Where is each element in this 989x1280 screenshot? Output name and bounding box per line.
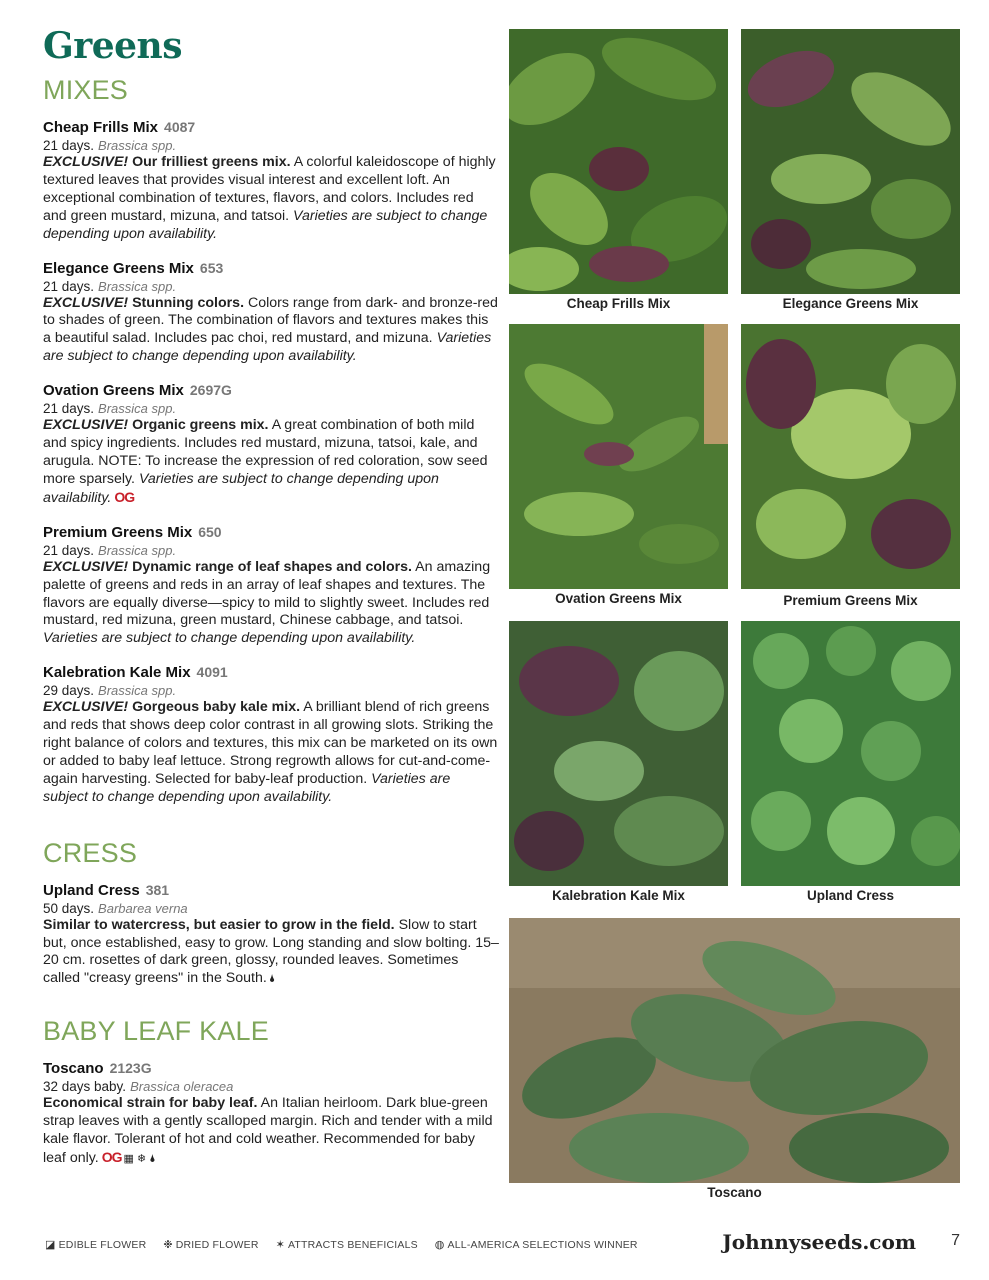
- latin-name: Brassica spp.: [98, 683, 177, 699]
- photo-toscano: [509, 918, 960, 1183]
- lead-text: Our frilliest greens mix.: [132, 154, 291, 170]
- exclusive-label: EXCLUSIVE!: [43, 699, 129, 716]
- caption-upland-cress: Upland Cress: [806, 888, 895, 903]
- section-heading-mixes: MIXES: [43, 75, 129, 105]
- product-name: Ovation Greens Mix: [43, 382, 184, 400]
- lead-text: Organic greens mix.: [132, 417, 269, 434]
- latin-name: Brassica spp.: [98, 542, 177, 558]
- exclusive-label: EXCLUSIVE!: [43, 558, 129, 575]
- product-code: 4087: [164, 119, 196, 135]
- days-to-maturity: 32 days baby.: [43, 1079, 127, 1095]
- exclusive-label: EXCLUSIVE!: [43, 154, 129, 170]
- lead-text: Gorgeous baby kale mix.: [132, 699, 301, 716]
- latin-name: Brassica spp.: [98, 138, 177, 153]
- product-description: [43, 559, 499, 649]
- caption-premium-greens-mix: Premium Greens Mix: [783, 593, 918, 608]
- product-elegance-greens-mix: [43, 259, 499, 367]
- latin-name: Brassica oleracea: [130, 1079, 234, 1095]
- product-cheap-frills-mix: [43, 118, 499, 244]
- latin-name: Brassica spp.: [98, 401, 177, 417]
- photo-kalebration-kale-mix: [509, 621, 728, 886]
- product-name: Kalebration Kale Mix: [43, 664, 191, 682]
- product-description: [43, 154, 499, 244]
- organic-badge-icon: OG: [101, 1149, 122, 1165]
- product-code: 650: [198, 523, 222, 540]
- product-name: Elegance Greens Mix: [43, 259, 194, 277]
- product-code: 2123G: [109, 1060, 152, 1077]
- product-code: 2697G: [189, 382, 232, 399]
- product-description: [43, 917, 499, 990]
- product-premium-greens-mix: [43, 523, 499, 649]
- days-to-maturity: 29 days.: [43, 683, 95, 699]
- legend-attracts-beneficials: ✶ ATTRACTS BENEFICIALS: [275, 1239, 418, 1251]
- section-heading-baby-leaf-kale: BABY LEAF KALE: [43, 1016, 269, 1047]
- product-ovation-greens-mix: [43, 381, 499, 508]
- product-kalebration-kale-mix: [43, 663, 499, 806]
- section-heading-cress: CRESS: [43, 837, 138, 868]
- product-name: Cheap Frills Mix: [43, 119, 159, 136]
- lead-text: Stunning colors.: [132, 294, 245, 311]
- photo-ovation-greens-mix: [509, 324, 728, 589]
- product-code: 4091: [196, 664, 228, 681]
- availability-note: Varieties are subject to change depending upon availability.: [43, 330, 492, 365]
- aas-winner-icon: ◍: [434, 1239, 445, 1251]
- caption-kalebration-kale-mix: Kalebration Kale Mix: [552, 888, 685, 903]
- body-text: A brilliant blend of rich greens and reds that shows deep color contrast in all growing slots. Striking the right balance of colors and textures, this mix can be marketed on its own or added to baby leaf lettuce. Strong regrowth allows for cut-and-come-again harvesting. Selected for baby-leaf production.: [43, 699, 498, 787]
- text-column: [43, 26, 499, 1184]
- product-code: 653: [199, 259, 224, 276]
- product-upland-cress: [43, 881, 499, 990]
- page-title: Greens: [43, 25, 182, 67]
- lead-text: Similar to watercress, but easier to grow in the field.: [43, 916, 395, 933]
- page-number: 7: [951, 1232, 960, 1249]
- caption-toscano: Toscano: [707, 1185, 762, 1200]
- dried-flower-icon: ❉: [163, 1239, 173, 1251]
- legend-aas-winner: ◍ ALL-AMERICA SELECTIONS WINNER: [434, 1239, 638, 1251]
- photo-premium-greens-mix: [741, 324, 960, 589]
- water-drop-icon: 🌢: [268, 973, 276, 986]
- availability-note: Varieties are subject to change depending upon availability.: [43, 770, 451, 805]
- availability-note: Varieties are subject to change depending upon availability.: [43, 630, 416, 647]
- product-name: Premium Greens Mix: [43, 523, 193, 541]
- body-text: Slow to start but, once established, easy to grow. Long standing and slow bolting. 15–20 cm. rosettes of dark green, glossy, rounded leaves. Sometimes called "creasy greens" in the South.: [43, 916, 499, 987]
- product-name: Toscano: [43, 1060, 104, 1078]
- days-to-maturity: 21 days.: [43, 542, 95, 558]
- website-url[interactable]: Johnnyseeds.com: [722, 1230, 916, 1254]
- body-text: A colorful kaleidoscope of highly textured leaves that provides visual interest and excellent loft. An exceptional combination of textures, flavors, and colors. Includes red and green mustard, mizuna, and tatsoi.: [43, 154, 496, 224]
- product-symbols-icon: ▦ ❄ 🌢: [123, 1153, 156, 1165]
- days-to-maturity: 21 days.: [43, 138, 95, 153]
- photo-upland-cress: [741, 621, 960, 886]
- availability-note: Varieties are subject to change depending upon availability.: [43, 470, 439, 506]
- availability-note: Varieties are subject to change depending upon availability.: [43, 207, 488, 242]
- exclusive-label: EXCLUSIVE!: [43, 294, 129, 311]
- days-to-maturity: 21 days.: [43, 278, 95, 294]
- product-description: [43, 417, 499, 508]
- legend-edible-flower: ◪ EDIBLE FLOWER: [45, 1239, 147, 1251]
- exclusive-label: EXCLUSIVE!: [43, 417, 129, 434]
- caption-cheap-frills-mix: Cheap Frills Mix: [566, 296, 671, 311]
- body-text: Colors range from dark- and bronze-red to shades of green. The combination of flavors and textures makes this a beautiful salad. Includes pac choi, red mustard, and mizuna.: [43, 294, 498, 347]
- product-toscano: [43, 1059, 499, 1169]
- lead-text: Economical strain for baby leaf.: [43, 1095, 258, 1112]
- page-footer: [45, 1230, 965, 1254]
- product-code: 381: [145, 881, 170, 898]
- days-to-maturity: 21 days.: [43, 401, 95, 417]
- caption-elegance-greens-mix: Elegance Greens Mix: [782, 296, 919, 311]
- body-text: An Italian heirloom. Dark blue-green strap leaves with a gently scalloped margin. Rich and tender with a mild kale flavor. Tolerant of hot and cold weather. Recommended for baby leaf only.: [43, 1095, 493, 1166]
- latin-name: Brassica spp.: [98, 278, 177, 294]
- latin-name: Barbarea verna: [98, 900, 188, 916]
- photo-elegance-greens-mix: [741, 29, 960, 294]
- organic-badge-icon: OG: [114, 488, 135, 505]
- body-text: A great combination of both mild and spicy ingredients. Includes red mustard, mizuna, tatsoi, kale, and arugula. NOTE: To increase the expression of red coloration, sow seed more sparsely.: [43, 417, 488, 487]
- product-name: Upland Cress: [43, 881, 140, 899]
- photo-cheap-frills-mix: [509, 29, 728, 294]
- legend-dried-flower: ❉ DRIED FLOWER: [163, 1239, 259, 1251]
- product-description: [43, 1095, 499, 1169]
- body-text: An amazing palette of greens and reds in an array of leaf shapes and textures. The flavors are equally diverse—spicy to mild to slightly sweet. Includes red mustard, red mizuna, green mustard, Chinese cabbage, and tatsoi.: [43, 558, 491, 629]
- caption-ovation-greens-mix: Ovation Greens Mix: [555, 591, 682, 606]
- edible-flower-icon: ◪: [45, 1239, 56, 1251]
- days-to-maturity: 50 days.: [43, 900, 95, 916]
- lead-text: Dynamic range of leaf shapes and colors.: [132, 558, 412, 575]
- insect-icon: ✶: [275, 1239, 285, 1251]
- product-description: [43, 295, 499, 367]
- symbol-legend: [45, 1238, 652, 1251]
- product-description: [43, 699, 499, 806]
